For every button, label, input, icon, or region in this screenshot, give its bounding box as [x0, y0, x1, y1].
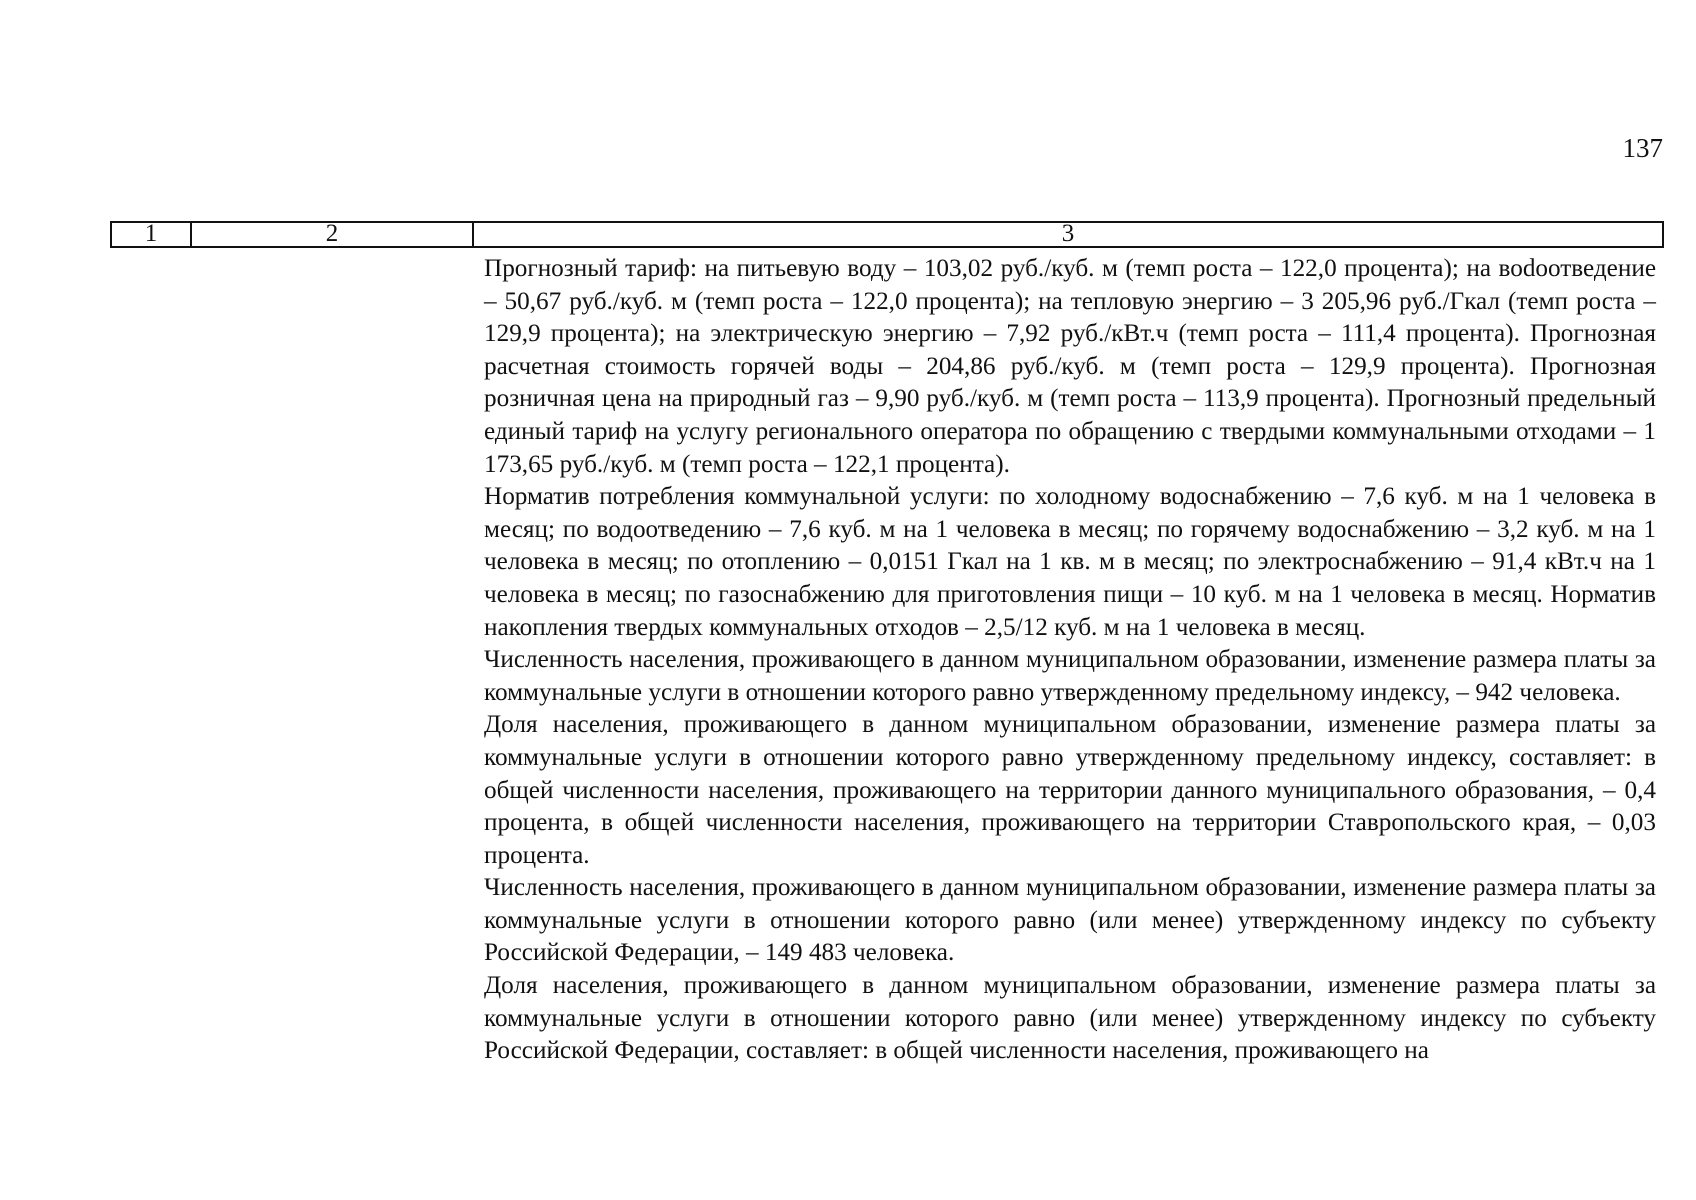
paragraph-forecast-tariffs: Прогнозный тариф: на питьевую воду – 103,02 руб./куб. м (темп роста – 122,0 процента); на воdоотведение – 50,67 руб./куб. м (темп роста – 122,0 процента); на тепловую энергию – 3 205,96 руб./Гкал (темп роста – 129,9 процента); на электрическую энергию – 7,92 руб./кВт.ч (темп роста – 111,4 процента). Прогнозная расчетная стоимость горячей воды – 204,86 руб./куб. м (темп роста – 129,9 процента). Прогнозная розничная цена на природный газ – 9,90 руб./куб. м (темп роста – 113,9 процента). Прогнозный предельный единый тариф на услугу регионального оператора по обращению с твердыми коммунальными отходами – 1 173,65 руб./куб. м (темп роста – 122,1 процента).: [484, 255, 1656, 478]
paragraph-consumption-norms: Норматив потребления коммунальной услуги: по холодному водоснабжению – 7,6 куб. м на 1 человека в месяц; по водоотведению – 7,6 куб. м на 1 человека в месяц; по горячему водоснабжению – 3,2 куб. м на 1 человека в месяц; по отоплению – 0,0151 Гкал на 1 кв. м в месяц; по электроснабжению – 91,4 кВт.ч на 1 человека в месяц; по газоснабжению для приготовления пищи – 10 куб. м на 1 человека в месяц. Норматив накопления твердых коммунальных отходов – 2,5/12 куб. м на 1 человека в месяц.: [484, 483, 1656, 641]
paragraph-share-region-index: Доля населения, проживающего в данном муниципальном образовании, изменение размера платы за коммунальные услуги в отношении которого равно (или менее) утвержденному индексу по субъекту Российской Федерации, составляет: в общей численности населения, проживающего на: [484, 972, 1656, 1065]
table-header-col-2: 2: [192, 223, 474, 246]
paragraph-population-region-index: Численность населения, проживающего в данном муниципальном образовании, изменение размера платы за коммунальные услуги в отношении которого равно (или менее) утвержденному индексу по субъекту Российской Федерации, – 149 483 человека.: [484, 874, 1656, 967]
paragraph-population-equal-limit: Численность населения, проживающего в данном муниципальном образовании, изменение размера платы за коммунальные услуги в отношении которого равно утвержденному предельному индексу, – 942 человека.: [484, 646, 1656, 706]
table-header-col-1: 1: [112, 223, 192, 246]
table-header-row: [110, 221, 1664, 248]
page-number: 137: [1622, 133, 1663, 163]
table-header-col-3: 3: [1061, 220, 1075, 247]
table-cell-col-3-content: [484, 253, 1656, 1068]
paragraph-share-equal-limit: Доля населения, проживающего в данном муниципальном образовании, изменение размера платы за коммунальные услуги в отношении которого равно утвержденному предельному индексу, составляет: в общей численности населения, проживающего на территории данного муниципального образования, – 0,4 процента, в общей численности населения, проживающего на территории Ставропольского края, – 0,03 процента.: [484, 711, 1656, 869]
